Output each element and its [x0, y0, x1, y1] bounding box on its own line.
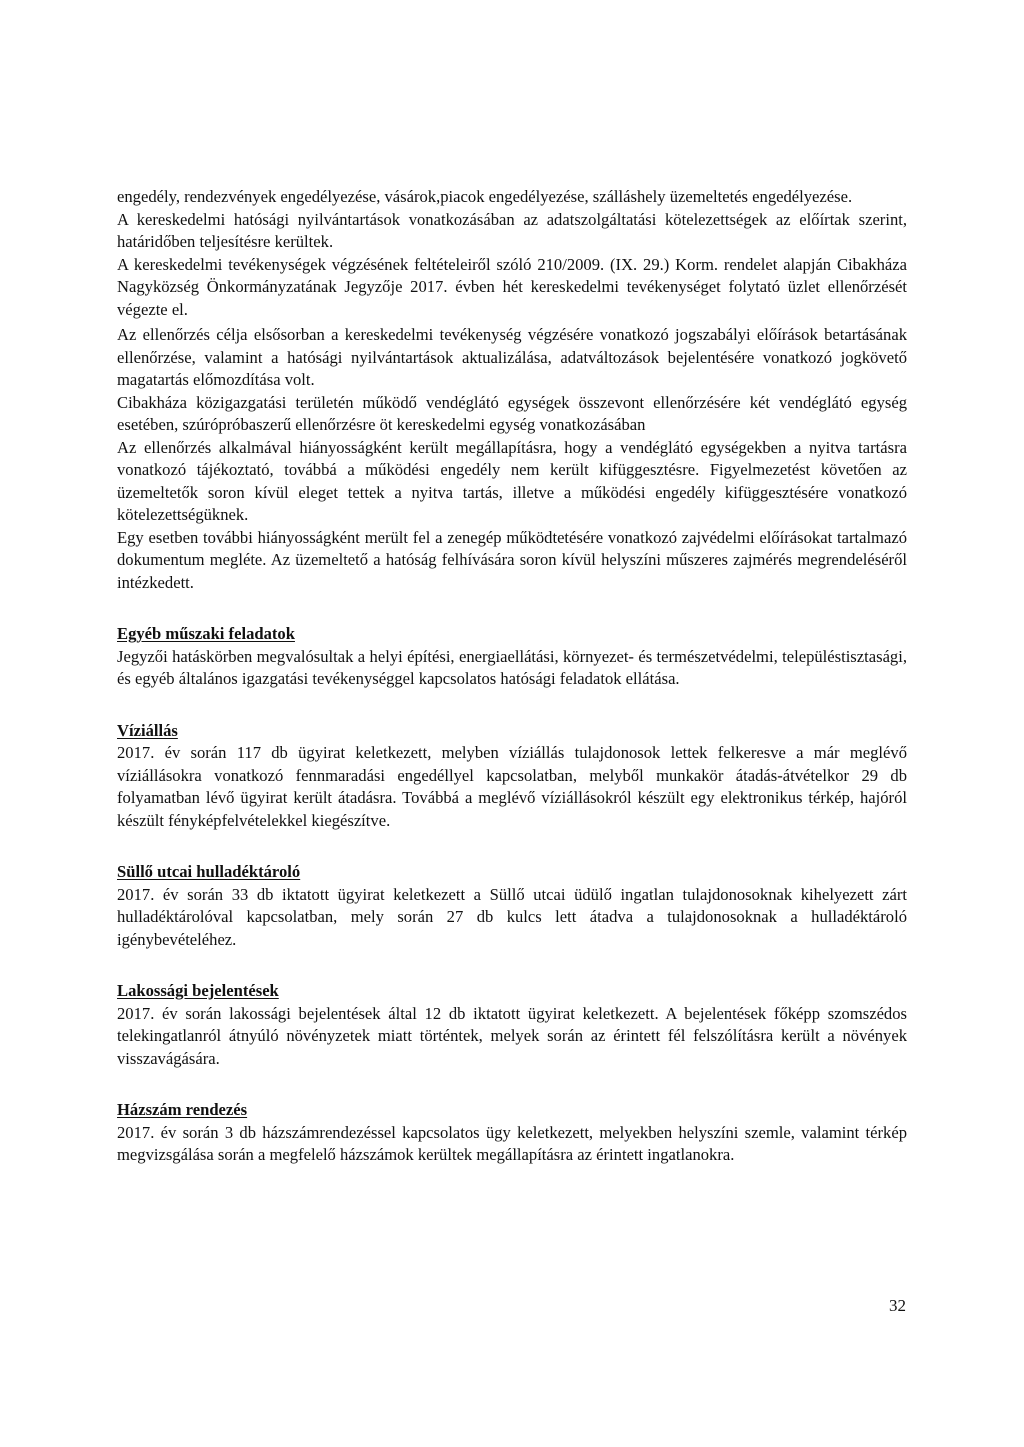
section-body-technical-tasks: Jegyzői hatáskörben megvalósultak a helyi építési, energiaellátási, környezet- és természetvédelmi, településtisztasági, és egyéb általános igazgatási tevékenységgel kapcsolatos hatósági feladatok ellátása. [117, 646, 907, 688]
section-title-technical-tasks: Egyéb műszaki feladatok [117, 624, 295, 643]
page-number: 32 [889, 1296, 906, 1315]
section-body-fishing-stands: 2017. év során 117 db ügyirat keletkezett, melyben víziállás tulajdonosok lettek felkeresve a már meglévő víziállásokra vonatkozó fennmaradási engedéllyel kapcsolatban, melyből munkakör átadás-átvételkor 29 db folyamatban lévő ügyirat került átadásra. Továbbá a meglévő víziállásokról készült egy elektronikus térkép, hajóról készült fényképfelvételekkel kiegészítve. [117, 743, 907, 830]
section-body-house-numbers: 2017. év során 3 db házszámrendezéssel kapcsolatos ügy keletkezett, melyekben helyszíni szemle, valamint térkép megvizsgálása során a megfelelő házszámok kerültek megállapításra az érintett ingatlanokra. [117, 1122, 907, 1164]
section-title-fishing-stands: Víziállás [117, 720, 178, 740]
paragraph-registry: A kereskedelmi hatósági nyilvántartások vonatkozásában az adatszolgáltatási kötelezettségek az előírtak szerint, határidőben teljesítésre kerültek. [117, 209, 907, 251]
section-title-waste-storage: Süllő utcai hulladéktároló [117, 862, 301, 881]
paragraph-noise: Egy esetben további hiányosságként merült fel a zenegép működtetésére vonatkozó zajvédelmi előírásokat tartalmazó dokumentum megléte. Az üzemeltető a hatóság felhívására soron kívül helyszíni műszeres zajmérés megrendeléséről intézkedett. [117, 527, 907, 592]
paragraph-catering-units: Cibakháza közigazgatási területén működő vendéglátó egységek összevont ellenőrzésére két vendéglátó egység esetében, szúrópróbaszerű ellenőrzésre öt kereskedelmi egység vonatkozásában [117, 392, 907, 434]
spacer [117, 832, 907, 861]
section-title-house-numbers: Házszám rendezés [117, 1100, 248, 1119]
paragraph-inspection-goal: Az ellenőrzés célja elsősorban a kereskedelmi tevékenység végzésére vonatkozó jogszabályi előírások betartásának ellenőrzése, valamint a hatósági nyilvántartások aktualizálása, adatváltozások bejelentésére vonatkozó jogkövető magatartás előmozdítása volt. [117, 325, 907, 389]
paragraph-deficiencies: Az ellenőrzés alkalmával hiányosságként került megállapításra, hogy a vendéglátó egységekben a nyitva tartásra vonatkozó tájékoztató, továbbá a működési engedély nem került kifüggesztésre. Figyelmezetést követően az üzemeltetők soron kívül eleget tettek a nyitva tartás, illetve a működési engedély kifüggesztésére vonatkozó kötelezettségüknek. [117, 437, 907, 524]
spacer [117, 594, 907, 623]
paragraph-permits: engedély, rendezvények engedélyezése, vásárok,piacok engedélyezése, szálláshely üzemeltetés engedélyezése. [117, 187, 853, 206]
spacer [117, 951, 907, 980]
paragraph-inspections: A kereskedelmi tevékenységek végzésének feltételeiről szóló 210/2009. (IX. 29.) Korm. rendelet alapján Cibakháza Nagyközség Önkormányzatának Jegyzője 2017. évben hét kereskedelmi tevékenységet folytató üzlet ellenőrzését végezte el. [117, 254, 907, 319]
page-content [117, 186, 907, 1167]
section-title-resident-reports: Lakossági bejelentések [117, 981, 279, 1000]
section-body-resident-reports: 2017. év során lakossági bejelentések által 12 db iktatott ügyirat keletkezett. A bejelentések főképp szomszédos telekingatlanról átnyúló növényzetek miatt történtek, melyek során az érintett fél felszólításra került a növények visszavágására. [117, 1003, 907, 1068]
spacer [117, 691, 907, 720]
section-body-waste-storage: 2017. év során 33 db iktatott ügyirat keletkezett a Süllő utcai üdülő ingatlan tulajdonosoknak kihelyezett zárt hulladéktárolóval kapcsolatban, mely során 27 db kulcs lett átadva a tulajdonosoknak a hulladéktároló igénybevételéhez. [117, 884, 907, 949]
spacer [117, 1070, 907, 1099]
